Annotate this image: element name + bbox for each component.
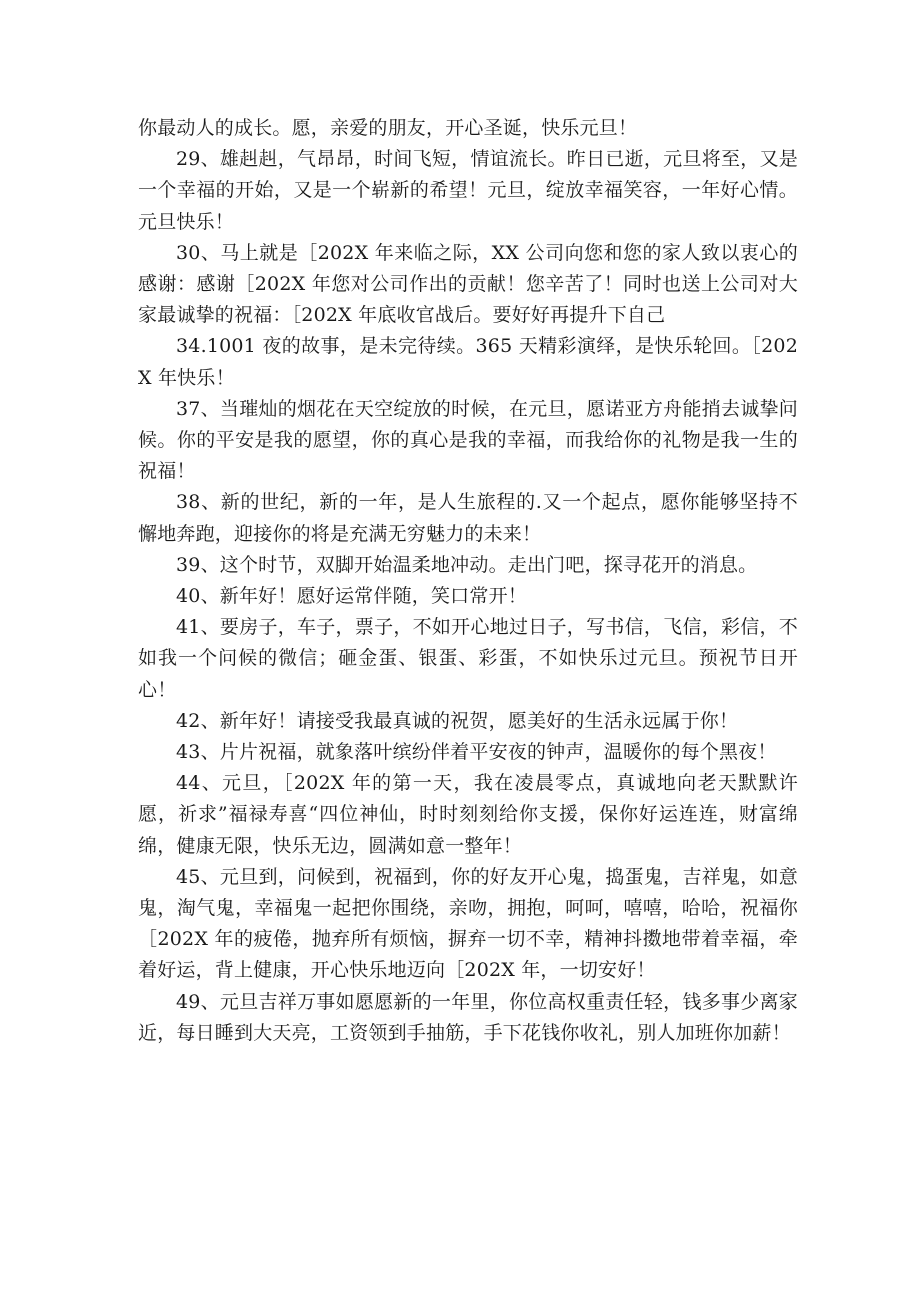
paragraph-29: 29、雄赳赳，气昂昂，时间飞短，情谊流长。昨日已逝，元旦将至，又是一个幸福的开始，又是一个崭新的希望！元旦，绽放幸福笑容，一年好心情。元旦快乐！ [138, 148, 798, 233]
paragraph-continuation: 你最动人的成长。愿，亲爱的朋友，开心圣诞，快乐元旦！ [138, 117, 638, 139]
paragraph-44: 44、元旦，［202X 年的第一天，我在凌晨零点，真诚地向老天默默许愿，祈求”福禄寿喜“四位神仙，时时刻刻给你支援，保你好运连连，财富绵绵，健康无限，快乐无边，圆满如意一整年！ [138, 772, 798, 857]
paragraph-38: 38、新的世纪，新的一年，是人生旅程的.又一个起点，愿你能够坚持不懈地奔跑，迎接你的将是充满无穷魅力的未来！ [138, 491, 798, 545]
paragraph-41: 41、要房子，车子，票子，不如开心地过日子，写书信，飞信，彩信，不如我一个问候的微信；砸金蛋、银蛋、彩蛋，不如快乐过元旦。预祝节日开心！ [138, 616, 798, 701]
paragraph-39: 39、这个时节，双脚开始温柔地冲动。走出门吧，探寻花开的消息。 [176, 553, 758, 576]
paragraph-30: 30、马上就是［202X 年来临之际，XX 公司向您和您的家人致以衷心的感谢：感谢［202X 年您对公司作出的贡献！您辛苦了！同时也送上公司对大家最诚挚的祝福：［202X 年底收官战后。要好好再提升下自己 [138, 241, 798, 327]
paragraph-43: 43、片片祝福，就象落叶缤纷伴着平安夜的钟声，温暖你的每个黑夜！ [176, 741, 777, 764]
paragraph-49: 49、元旦吉祥万事如愿愿新的一年里，你位高权重责任轻，钱多事少离家近，每日睡到大天亮，工资领到手抽筋，手下花钱你收礼，别人加班你加薪！ [138, 990, 798, 1044]
paragraph-34: 34.1001 夜的故事，是未完待续。365 天精彩演绎，是快乐轮回。［202X 年快乐！ [138, 335, 798, 389]
paragraph-45: 45、元旦到，问候到，祝福到，你的好友开心鬼，捣蛋鬼，吉祥鬼，如意鬼，淘气鬼，幸福鬼一起把你围绕，亲吻，拥抱，呵呵，嘻嘻，哈哈，祝福你［202X 年的疲倦，抛弃所有烦恼，摒弃一切不幸，精神抖擞地带着幸福，牵着好运，背上健康，开心快乐地迈向［202X 年，一切安好！ [138, 865, 798, 982]
paragraph-40: 40、新年好！愿好运常伴随，笑口常开！ [176, 585, 527, 608]
paragraph-42: 42、新年好！请接受我最真诚的祝贺，愿美好的生活永远属于你！ [176, 709, 739, 732]
paragraph-37: 37、当璀灿的烟花在天空绽放的时候，在元旦，愿诺亚方舟能捎去诚挚问候。你的平安是我的愿望，你的真心是我的幸福，而我给你的礼物是我一生的祝福！ [138, 397, 798, 483]
document-body [138, 113, 798, 1049]
